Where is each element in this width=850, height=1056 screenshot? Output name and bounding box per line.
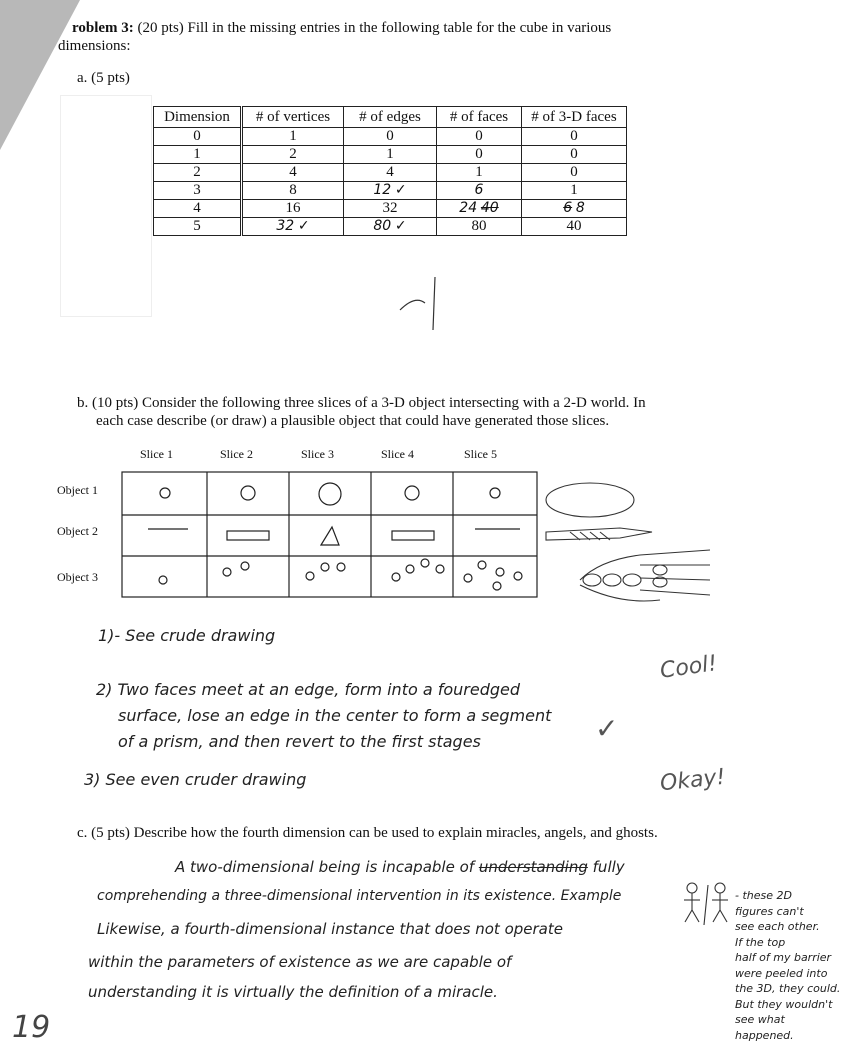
grader-check-mark: [395, 275, 455, 335]
slice-header: Slice 2: [220, 447, 253, 461]
answer-b2-line2: surface, lose an edge in the center to form a segment: [118, 706, 552, 725]
cell: 40: [522, 218, 627, 236]
cell-handwritten: [522, 200, 627, 218]
cell: 0: [522, 164, 627, 182]
slice-header: Slice 4: [381, 447, 414, 461]
student-drawings: [540, 470, 720, 615]
cell: 32: [344, 200, 437, 218]
struck-value: 6: [563, 200, 573, 216]
side-note-line: If the top: [735, 935, 786, 949]
table-row: [154, 182, 627, 200]
cell: 2: [154, 164, 242, 182]
cell: 16: [242, 200, 344, 218]
answer-b1: 1)- See crude drawing: [98, 626, 276, 645]
part-c-label: c. (5 pts): [77, 825, 130, 841]
check-mark: ✓: [394, 182, 407, 198]
slice-header: Slice 5: [464, 447, 497, 461]
cell: 1: [154, 146, 242, 164]
grader-comment-okay: Okay!: [658, 764, 727, 797]
part-c-text: Describe how the fourth dimension can be used to explain miracles, angels, and ghosts.: [133, 825, 658, 841]
check-mark: ✓: [297, 218, 310, 234]
side-note-line: half of my barrier: [735, 951, 832, 964]
cube-table: [153, 106, 627, 236]
object-label: Object 2: [57, 524, 98, 538]
slice-circle: [160, 488, 170, 498]
cell: 1: [522, 182, 627, 200]
cell: 1: [344, 146, 437, 164]
cylinders-drawing: [580, 550, 710, 601]
cell: 1: [437, 164, 522, 182]
col-header: Dimension: [154, 107, 242, 128]
slice-circle: [159, 576, 167, 584]
slices-grid: [120, 470, 540, 600]
cell-handwritten: [344, 182, 437, 200]
side-note-line: But they wouldn't: [735, 997, 833, 1011]
cell: 4: [344, 164, 437, 182]
cell-handwritten: [242, 218, 344, 236]
col-header: # of 3-D faces: [522, 107, 627, 128]
struck-value: 40: [480, 200, 499, 216]
hw-value: 80: [373, 218, 392, 234]
table-row: [154, 128, 627, 146]
col-header: # of faces: [437, 107, 522, 128]
problem-text: Fill in the missing entries in the following table for the cube in various: [187, 20, 612, 36]
part-b-line1: [77, 395, 646, 412]
cell: 4: [242, 164, 344, 182]
side-note-line: the 3D, they could.: [735, 982, 841, 995]
side-note-line: see each other.: [735, 920, 820, 933]
grid-frame: [122, 472, 537, 597]
cell: 4: [154, 200, 242, 218]
slice-rectangle: [227, 531, 269, 540]
object-label: Object 3: [57, 570, 98, 584]
cell: 1: [242, 128, 344, 146]
problem-text-2: dimensions:: [58, 38, 131, 54]
col-header: # of edges: [344, 107, 437, 128]
cell-handwritten: [437, 182, 522, 200]
slice-header: Slice 1: [140, 447, 173, 461]
part-c-line: [77, 825, 658, 842]
table-row: [154, 218, 627, 236]
cell: 0: [437, 128, 522, 146]
part-b-label: b. (10 pts): [77, 395, 139, 411]
table-row: [154, 200, 627, 218]
slice-header: Slice 3: [301, 447, 334, 461]
side-note-line: see what happened.: [735, 1013, 794, 1042]
table-header-row: [154, 107, 627, 128]
struck-word: understanding: [478, 858, 588, 876]
grader-check-mark: ✓: [595, 712, 619, 745]
side-note-line: - these 2D: [735, 889, 792, 902]
answer-b3: 3) See even cruder drawing: [84, 770, 307, 789]
bleed-through: [60, 95, 152, 317]
cell-handwritten: [344, 218, 437, 236]
hw-value: 32: [276, 218, 295, 234]
hw-value: 8: [575, 200, 585, 216]
cell: 80: [437, 218, 522, 236]
answer-c-text: A two-dimensional being is incapable of: [175, 858, 475, 876]
prism-drawing: [546, 528, 652, 540]
cell: 0: [437, 146, 522, 164]
object-label: Object 1: [57, 483, 98, 497]
cell: 8: [242, 182, 344, 200]
answer-c-line1: [175, 858, 625, 876]
cell: 0: [344, 128, 437, 146]
cell: 0: [154, 128, 242, 146]
cell: 0: [522, 128, 627, 146]
problem-number: roblem 3:: [72, 20, 134, 36]
slice-circle: [241, 486, 255, 500]
cell: 2: [242, 146, 344, 164]
answer-c-line5: understanding it is virtually the definition of a miracle.: [88, 983, 498, 1001]
hw-value: 24: [459, 200, 478, 216]
cell: 0: [522, 146, 627, 164]
cell: 5: [154, 218, 242, 236]
check-mark: ✓: [394, 218, 407, 234]
answer-c-line3: Likewise, a fourth-dimensional instance that does not operate: [97, 920, 563, 938]
slice-circle: [405, 486, 419, 500]
answer-c-text: fully: [592, 858, 625, 876]
slice-triangle: [321, 527, 339, 545]
answer-c-line4: within the parameters of existence as we are capable of: [88, 953, 512, 971]
col-header: # of vertices: [242, 107, 344, 128]
table-row: [154, 164, 627, 182]
grader-comment-cool: Cool!: [658, 651, 719, 684]
slice-circle: [490, 488, 500, 498]
slice-circle: [319, 483, 341, 505]
table-row: [154, 146, 627, 164]
hw-value: 6: [474, 182, 484, 198]
score: 19: [12, 1010, 51, 1045]
answer-b2-line1: 2) Two faces meet at an edge, form into a fouredged: [96, 680, 521, 699]
side-note-line: were peeled into: [735, 966, 828, 980]
side-note-line: figures can't: [735, 904, 804, 918]
part-a-label: a. (5 pts): [77, 70, 130, 86]
cell-handwritten: [437, 200, 522, 218]
part-b-text: Consider the following three slices of a 3-D object intersecting with a 2-D world. In: [142, 395, 646, 411]
problem-title: [72, 20, 611, 37]
problem-points: (20 pts): [137, 20, 184, 36]
hw-value: 12: [373, 182, 392, 198]
side-note: [735, 888, 845, 1043]
cell: 3: [154, 182, 242, 200]
answer-c-line2: comprehending a three-dimensional intervention in its existence. Example: [97, 888, 622, 904]
part-b-line2: each case describe (or draw) a plausible object that could have generated those slices.: [96, 413, 610, 429]
ellipsoid-drawing: [546, 483, 634, 517]
slice-rectangle: [392, 531, 434, 540]
answer-b2-line3: of a prism, and then revert to the first stages: [118, 732, 481, 751]
